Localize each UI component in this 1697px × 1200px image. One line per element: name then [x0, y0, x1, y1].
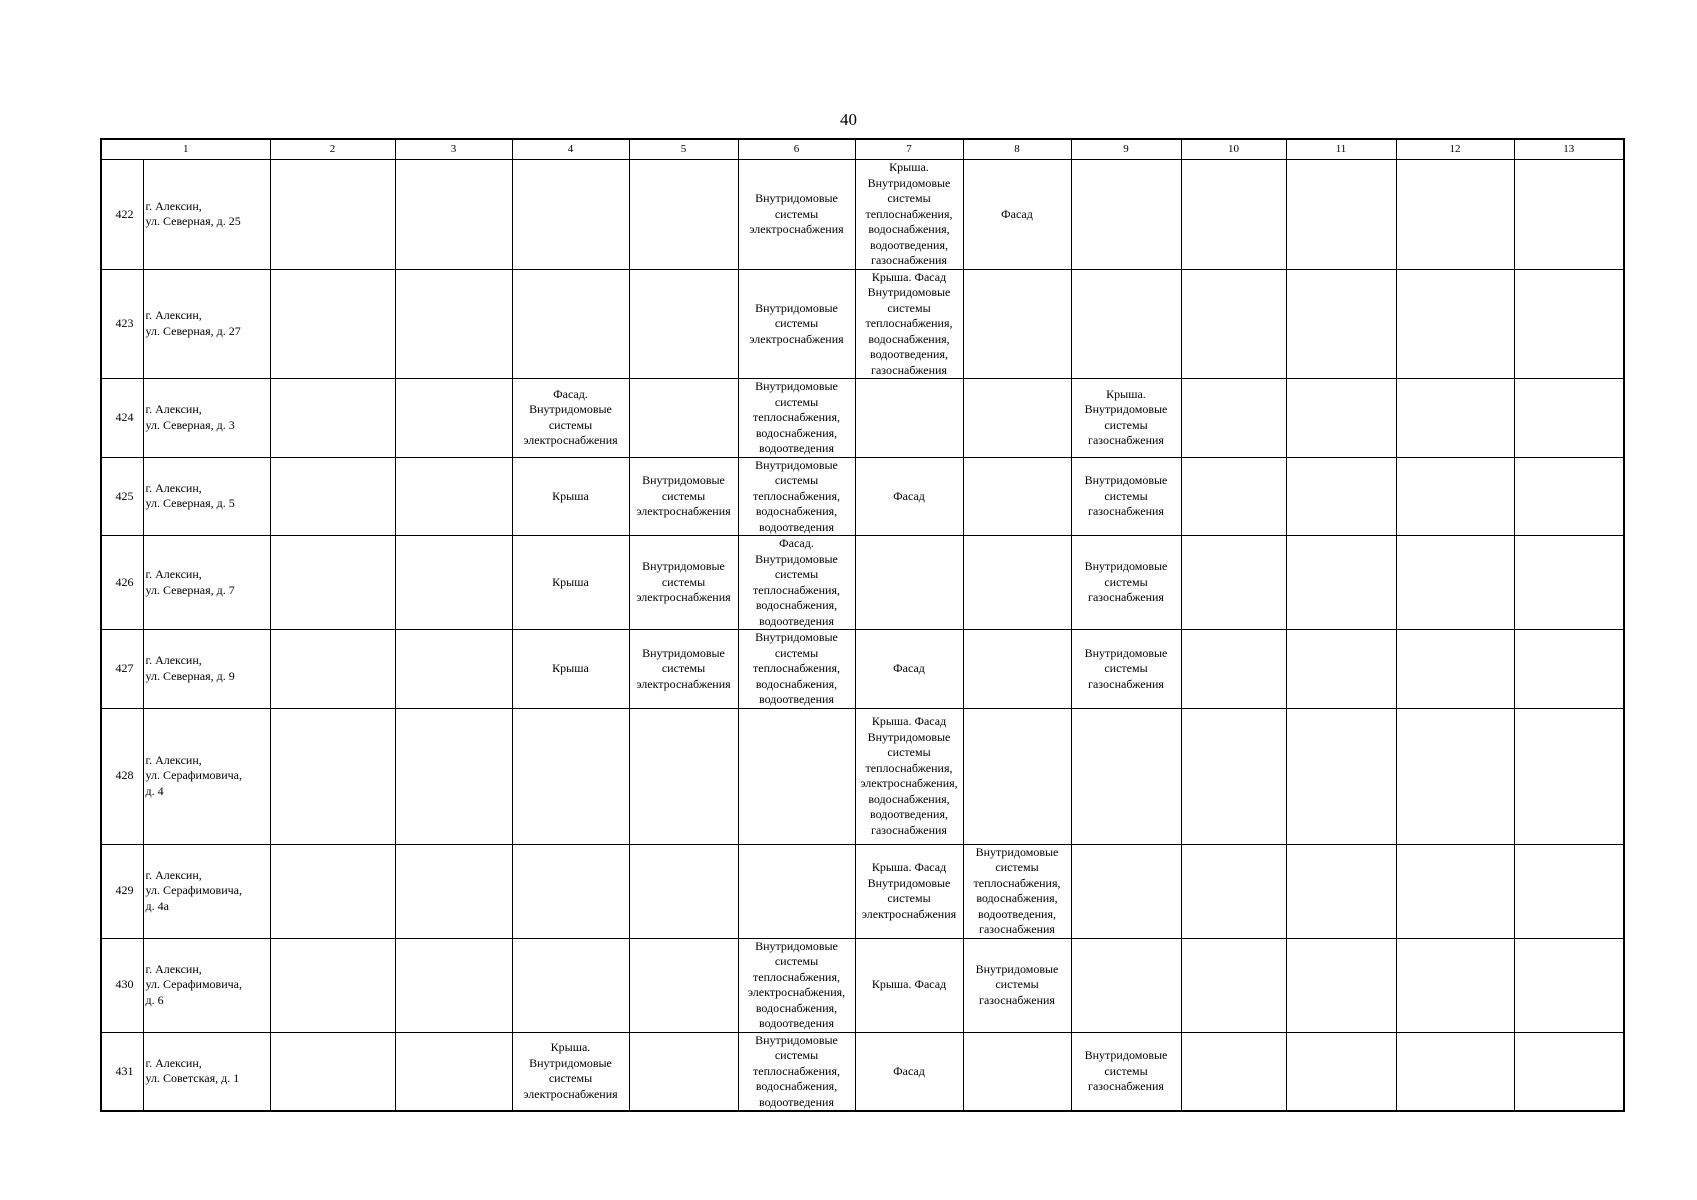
- work-cell-13: [1514, 269, 1624, 379]
- table-row: [101, 1032, 1624, 1111]
- work-cell-3: [395, 457, 512, 536]
- row-number-cell: 423: [101, 269, 143, 379]
- work-cell-4: [512, 269, 629, 379]
- address-cell: г. Алексин, ул. Серафимовича, д. 4: [143, 708, 270, 844]
- work-cell-2: [270, 1032, 395, 1111]
- work-cell-5: [629, 708, 738, 844]
- column-header: 2: [270, 139, 395, 160]
- work-cell-7: Крыша. Фасад Внутридомовые системы электроснабжения: [855, 844, 963, 938]
- work-cell-11: [1286, 536, 1396, 630]
- work-cell-2: [270, 160, 395, 270]
- work-cell-4: [512, 160, 629, 270]
- table-row: [101, 160, 1624, 270]
- work-cell-5: [629, 269, 738, 379]
- work-cell-9: Внутридомовые системы газоснабжения: [1071, 536, 1181, 630]
- work-cell-12: [1396, 379, 1514, 458]
- row-number-cell: 429: [101, 844, 143, 938]
- work-cell-2: [270, 379, 395, 458]
- work-cell-13: [1514, 708, 1624, 844]
- work-cell-13: [1514, 536, 1624, 630]
- work-cell-4: Крыша: [512, 630, 629, 709]
- row-number-cell: 431: [101, 1032, 143, 1111]
- work-cell-11: [1286, 269, 1396, 379]
- work-cell-8: Внутридомовые системы газоснабжения: [963, 938, 1071, 1032]
- work-cell-3: [395, 160, 512, 270]
- row-number-cell: 426: [101, 536, 143, 630]
- address-cell: г. Алексин, ул. Северная, д. 7: [143, 536, 270, 630]
- work-cell-6: Фасад. Внутридомовые системы теплоснабжения, водоснабжения, водоотведения: [738, 536, 855, 630]
- work-cell-6: Внутридомовые системы электроснабжения: [738, 269, 855, 379]
- work-cell-11: [1286, 708, 1396, 844]
- work-cell-4: Крыша. Внутридомовые системы электроснабжения: [512, 1032, 629, 1111]
- work-cell-7: Фасад: [855, 1032, 963, 1111]
- work-cell-7: Крыша. Внутридомовые системы теплоснабжения, водоснабжения, водоотведения, газоснабжения: [855, 160, 963, 270]
- repair-schedule-table: [100, 138, 1625, 1112]
- column-header: 9: [1071, 139, 1181, 160]
- work-cell-9: [1071, 708, 1181, 844]
- table-row: [101, 938, 1624, 1032]
- work-cell-8: [963, 457, 1071, 536]
- page-number: 40: [840, 110, 857, 129]
- work-cell-2: [270, 630, 395, 709]
- column-header: 6: [738, 139, 855, 160]
- work-cell-7: Фасад: [855, 457, 963, 536]
- work-cell-2: [270, 536, 395, 630]
- address-cell: г. Алексин, ул. Северная, д. 3: [143, 379, 270, 458]
- work-cell-10: [1181, 708, 1286, 844]
- table-row: [101, 844, 1624, 938]
- work-cell-6: [738, 844, 855, 938]
- work-cell-12: [1396, 160, 1514, 270]
- work-cell-11: [1286, 1032, 1396, 1111]
- work-cell-5: [629, 1032, 738, 1111]
- work-cell-12: [1396, 844, 1514, 938]
- row-number-cell: 428: [101, 708, 143, 844]
- work-cell-9: Внутридомовые системы газоснабжения: [1071, 457, 1181, 536]
- work-cell-6: Внутридомовые системы теплоснабжения, водоснабжения, водоотведения: [738, 379, 855, 458]
- address-cell: г. Алексин, ул. Советская, д. 1: [143, 1032, 270, 1111]
- work-cell-11: [1286, 630, 1396, 709]
- work-cell-2: [270, 457, 395, 536]
- work-cell-10: [1181, 1032, 1286, 1111]
- work-cell-6: Внутридомовые системы теплоснабжения, водоснабжения, водоотведения: [738, 630, 855, 709]
- column-header: 1: [101, 139, 270, 160]
- work-cell-8: [963, 1032, 1071, 1111]
- column-header: 4: [512, 139, 629, 160]
- work-cell-8: Фасад: [963, 160, 1071, 270]
- work-cell-3: [395, 708, 512, 844]
- work-cell-8: [963, 269, 1071, 379]
- address-cell: г. Алексин, ул. Северная, д. 5: [143, 457, 270, 536]
- work-cell-10: [1181, 630, 1286, 709]
- address-cell: г. Алексин, ул. Серафимовича, д. 4а: [143, 844, 270, 938]
- column-header: 13: [1514, 139, 1624, 160]
- work-cell-12: [1396, 269, 1514, 379]
- work-cell-10: [1181, 269, 1286, 379]
- work-cell-3: [395, 844, 512, 938]
- work-cell-9: [1071, 938, 1181, 1032]
- work-cell-12: [1396, 708, 1514, 844]
- column-header: 8: [963, 139, 1071, 160]
- work-cell-11: [1286, 844, 1396, 938]
- work-cell-6: Внутридомовые системы теплоснабжения, водоснабжения, водоотведения: [738, 1032, 855, 1111]
- work-cell-3: [395, 938, 512, 1032]
- work-cell-7: [855, 379, 963, 458]
- table-row: [101, 708, 1624, 844]
- work-cell-5: [629, 938, 738, 1032]
- address-cell: г. Алексин, ул. Северная, д. 9: [143, 630, 270, 709]
- work-cell-7: Крыша. Фасад Внутридомовые системы теплоснабжения, водоснабжения, водоотведения, газоснабжения: [855, 269, 963, 379]
- row-number-cell: 422: [101, 160, 143, 270]
- row-number-cell: 430: [101, 938, 143, 1032]
- work-cell-8: Внутридомовые системы теплоснабжения, водоснабжения, водоотведения, газоснабжения: [963, 844, 1071, 938]
- work-cell-5: Внутридомовые системы электроснабжения: [629, 457, 738, 536]
- work-cell-7: Крыша. Фасад Внутридомовые системы теплоснабжения, электроснабжения, водоснабжения, водоотведения, газоснабжения: [855, 708, 963, 844]
- work-cell-7: Крыша. Фасад: [855, 938, 963, 1032]
- column-header: 10: [1181, 139, 1286, 160]
- work-cell-13: [1514, 938, 1624, 1032]
- row-number-cell: 427: [101, 630, 143, 709]
- work-cell-10: [1181, 536, 1286, 630]
- work-cell-11: [1286, 379, 1396, 458]
- work-cell-4: [512, 938, 629, 1032]
- work-cell-3: [395, 536, 512, 630]
- column-header: 12: [1396, 139, 1514, 160]
- work-cell-13: [1514, 160, 1624, 270]
- work-cell-12: [1396, 457, 1514, 536]
- work-cell-12: [1396, 938, 1514, 1032]
- work-cell-5: [629, 844, 738, 938]
- work-cell-12: [1396, 1032, 1514, 1111]
- work-cell-9: [1071, 844, 1181, 938]
- work-cell-9: Внутридомовые системы газоснабжения: [1071, 630, 1181, 709]
- work-cell-7: [855, 536, 963, 630]
- column-number-row: [101, 139, 1624, 160]
- address-cell: г. Алексин, ул. Северная, д. 27: [143, 269, 270, 379]
- work-cell-5: [629, 379, 738, 458]
- work-cell-5: [629, 160, 738, 270]
- work-cell-9: Внутридомовые системы газоснабжения: [1071, 1032, 1181, 1111]
- column-header: 3: [395, 139, 512, 160]
- work-cell-9: [1071, 160, 1181, 270]
- table-row: [101, 536, 1624, 630]
- work-cell-9: Крыша. Внутридомовые системы газоснабжения: [1071, 379, 1181, 458]
- work-cell-8: [963, 630, 1071, 709]
- table-row: [101, 630, 1624, 709]
- work-cell-5: Внутридомовые системы электроснабжения: [629, 536, 738, 630]
- work-cell-6: [738, 708, 855, 844]
- work-cell-10: [1181, 938, 1286, 1032]
- work-cell-13: [1514, 457, 1624, 536]
- column-header: 5: [629, 139, 738, 160]
- work-cell-4: Фасад. Внутридомовые системы электроснабжения: [512, 379, 629, 458]
- table-row: [101, 457, 1624, 536]
- work-cell-3: [395, 269, 512, 379]
- work-cell-2: [270, 938, 395, 1032]
- work-cell-11: [1286, 457, 1396, 536]
- work-cell-9: [1071, 269, 1181, 379]
- address-cell: г. Алексин, ул. Северная, д. 25: [143, 160, 270, 270]
- work-cell-7: Фасад: [855, 630, 963, 709]
- work-cell-2: [270, 269, 395, 379]
- work-cell-13: [1514, 844, 1624, 938]
- work-cell-13: [1514, 1032, 1624, 1111]
- work-cell-10: [1181, 844, 1286, 938]
- work-cell-12: [1396, 630, 1514, 709]
- work-cell-11: [1286, 938, 1396, 1032]
- work-cell-13: [1514, 630, 1624, 709]
- work-cell-10: [1181, 379, 1286, 458]
- work-cell-2: [270, 844, 395, 938]
- work-cell-2: [270, 708, 395, 844]
- work-cell-8: [963, 708, 1071, 844]
- column-header: 7: [855, 139, 963, 160]
- work-cell-8: [963, 536, 1071, 630]
- work-cell-6: Внутридомовые системы теплоснабжения, электроснабжения, водоснабжения, водоотведения: [738, 938, 855, 1032]
- work-cell-3: [395, 1032, 512, 1111]
- table-body: [101, 139, 1624, 1111]
- column-header: 11: [1286, 139, 1396, 160]
- work-cell-10: [1181, 457, 1286, 536]
- work-cell-4: Крыша: [512, 536, 629, 630]
- work-cell-4: Крыша: [512, 457, 629, 536]
- table-row: [101, 379, 1624, 458]
- work-cell-3: [395, 379, 512, 458]
- work-cell-3: [395, 630, 512, 709]
- work-cell-6: Внутридомовые системы теплоснабжения, водоснабжения, водоотведения: [738, 457, 855, 536]
- work-cell-4: [512, 708, 629, 844]
- work-cell-10: [1181, 160, 1286, 270]
- row-number-cell: 425: [101, 457, 143, 536]
- work-cell-11: [1286, 160, 1396, 270]
- address-cell: г. Алексин, ул. Серафимовича, д. 6: [143, 938, 270, 1032]
- row-number-cell: 424: [101, 379, 143, 458]
- work-cell-8: [963, 379, 1071, 458]
- work-cell-6: Внутридомовые системы электроснабжения: [738, 160, 855, 270]
- work-cell-4: [512, 844, 629, 938]
- work-cell-13: [1514, 379, 1624, 458]
- work-cell-12: [1396, 536, 1514, 630]
- table-row: [101, 269, 1624, 379]
- work-cell-5: Внутридомовые системы электроснабжения: [629, 630, 738, 709]
